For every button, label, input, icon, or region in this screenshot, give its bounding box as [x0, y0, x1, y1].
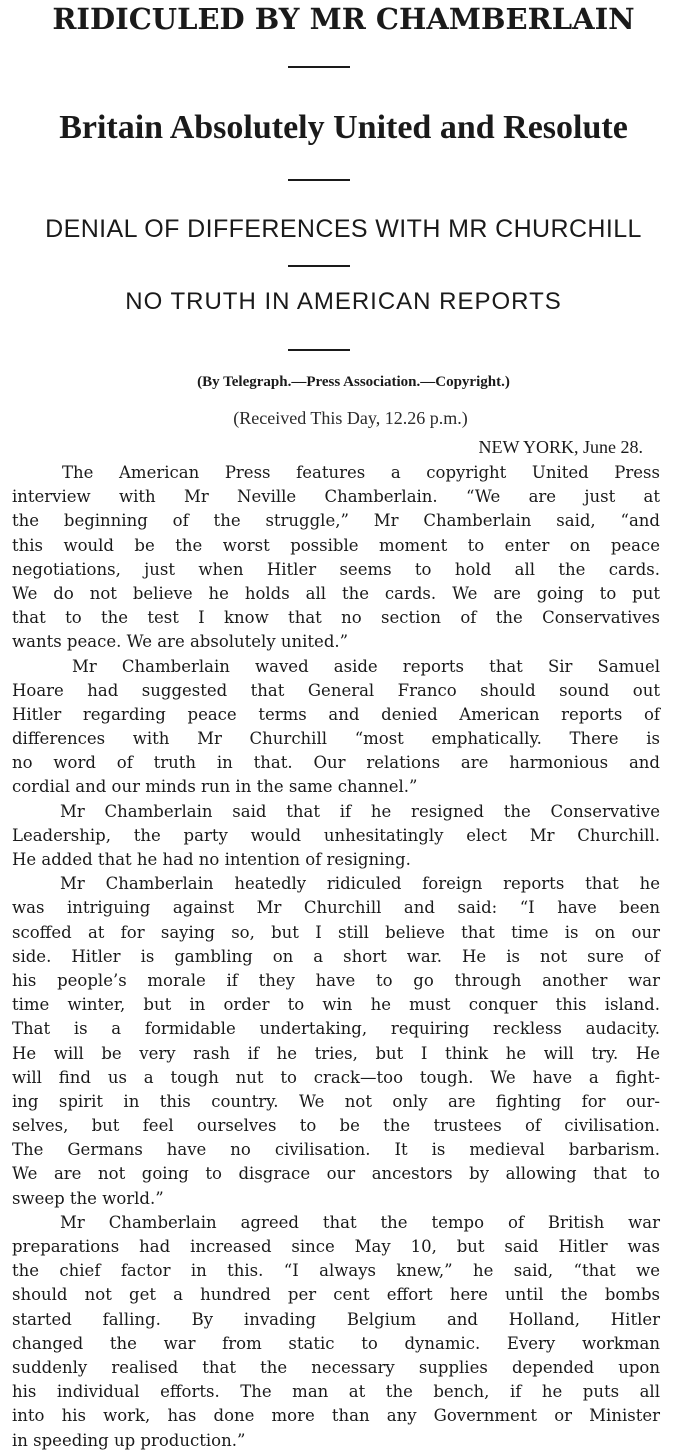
article-line: should not get a hundred per cent effort here until the bombs — [12, 1285, 660, 1305]
article-line: Mr Chamberlain said that if he resigned the Conservative — [60, 801, 660, 821]
article-line: Mr Chamberlain waved aside reports that Sir Samuel — [72, 656, 660, 676]
article-line: the beginning of the struggle,” Mr Chamberlain said, “and — [12, 511, 660, 531]
article-body — [12, 461, 660, 1453]
article-line: We are not going to disgrace our ancestors by allowing that to — [12, 1164, 660, 1184]
article-line: into his work, has done more than any Government or Minister — [12, 1406, 660, 1426]
article-line: his individual efforts. The man at the bench, if he puts all — [12, 1382, 660, 1402]
article-line: negotiations, just when Hitler seems to hold all the cards. — [12, 559, 660, 579]
article-line: sweep the world.” — [12, 1188, 164, 1208]
article-line: That is a formidable undertaking, requiring reckless audacity. — [12, 1019, 660, 1039]
article-line: interview with Mr Neville Chamberlain. “We are just at — [12, 487, 660, 507]
article-line: cordial and our minds run in the same channel.” — [12, 777, 418, 797]
article-line: He added that he had no intention of resigning. — [12, 850, 411, 869]
main-headline: RIDICULED BY MR CHAMBERLAIN — [52, 2, 635, 36]
article-line: time winter, but in order to win he must conquer this island. — [12, 995, 660, 1015]
headline-rule — [288, 66, 350, 68]
article-line: The American Press features a copyright United Press — [62, 463, 660, 482]
article-line: no word of truth in that. Our relations are harmonious and — [12, 753, 660, 773]
article-line: differences with Mr Churchill “most emphatically. There is — [12, 729, 660, 749]
received-line: (Received This Day, 12.26 p.m.) — [233, 408, 468, 428]
article-line: this would be the worst possible moment to enter on peace — [12, 535, 660, 555]
wire-credit: (By Telegraph.—Press Association.—Copyright.) — [197, 374, 510, 390]
article-line: that to the test I know that no section of the Conservatives — [12, 608, 660, 628]
article-line: The Germans have no civilisation. It is medieval barbarism. — [12, 1140, 660, 1160]
headline-rule — [288, 349, 350, 351]
article-line: Hitler regarding peace terms and denied American reports of — [12, 704, 660, 724]
headline-rule — [288, 265, 350, 267]
article-line: the chief factor in this. “I always knew,” he said, “that we — [12, 1261, 660, 1281]
headline-rule — [288, 179, 350, 181]
article-line: started falling. By invading Belgium and Holland, Hitler — [12, 1309, 660, 1329]
article-line: selves, but feel ourselves to be the trustees of civilisation. — [12, 1116, 660, 1136]
article-line: preparations had increased since May 10, but said Hitler was — [12, 1237, 660, 1256]
sub-headline: Britain Absolutely United and Resolute — [59, 109, 628, 146]
deck-headline-2: NO TRUTH IN AMERICAN REPORTS — [125, 288, 562, 315]
article-line: We do not believe he holds all the cards. We are going to put — [12, 583, 660, 603]
article-line: will find us a tough nut to crack—too tough. We have a fight- — [12, 1067, 660, 1087]
article-line: Mr Chamberlain agreed that the tempo of British war — [60, 1212, 660, 1232]
article-line: Mr Chamberlain heatedly ridiculed foreign reports that he — [60, 874, 660, 894]
article-line: scoffed at for saying so, but I still believe that time is on our — [12, 922, 660, 942]
article-line: in speeding up production.” — [12, 1430, 246, 1450]
article-line: was intriguing against Mr Churchill and said: “I have been — [12, 898, 660, 918]
dateline: NEW YORK, June 28. — [478, 437, 643, 457]
article-line: Leadership, the party would unhesitatingly elect Mr Churchill. — [12, 825, 660, 845]
article-line: side. Hitler is gambling on a short war. He is not sure of — [12, 946, 660, 966]
article-line: ing spirit in this country. We not only are fighting for our- — [12, 1091, 660, 1111]
article-line: his people’s morale if they have to go through another war — [12, 970, 660, 990]
article-line: wants peace. We are absolutely united.” — [12, 632, 349, 652]
article-line: He will be very rash if he tries, but I think he will try. He — [12, 1043, 660, 1063]
deck-headline: DENIAL OF DIFFERENCES WITH MR CHURCHILL — [45, 215, 642, 243]
article-line: changed the war from static to dynamic. Every workman — [12, 1333, 660, 1353]
article-line: Hoare had suggested that General Franco should sound out — [12, 680, 660, 700]
article-line: suddenly realised that the necessary supplies depended upon — [12, 1357, 660, 1377]
